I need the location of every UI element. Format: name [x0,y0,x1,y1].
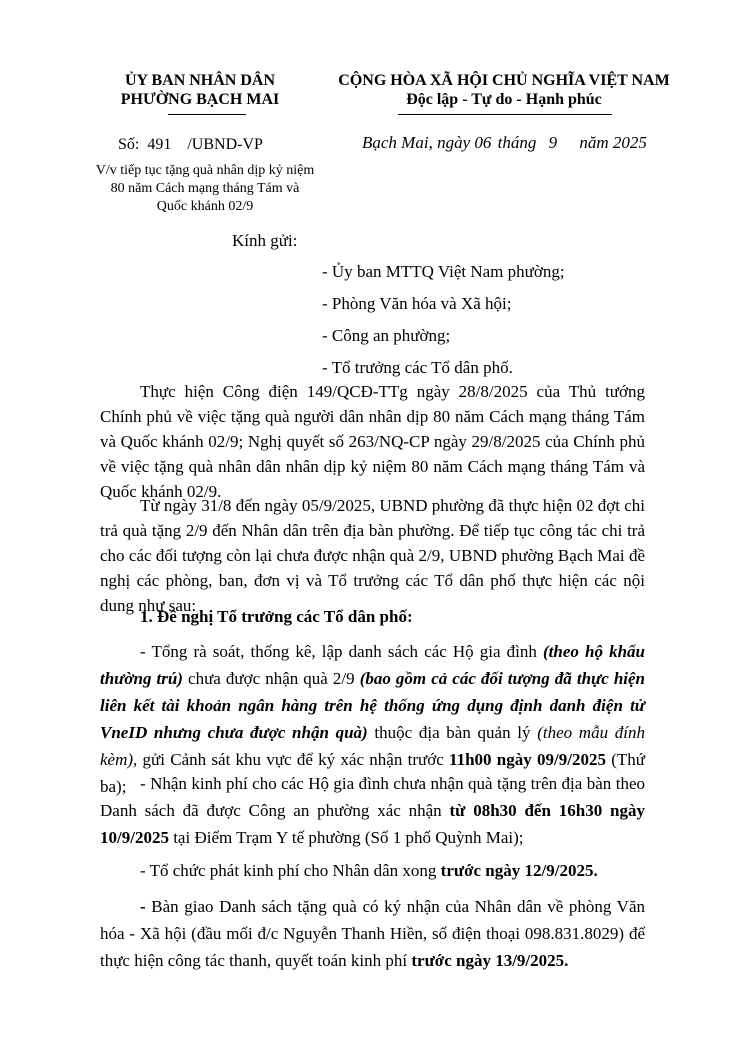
item2-text: - Nhận kinh phí cho các Hộ gia đình chưa nhận quà tặng trên địa bàn theo Danh sách đã được Công an phường xác nhận [100,774,645,820]
body-paragraph-2: Từ ngày 31/8 đến ngày 05/9/2025, UBND phường đã thực hiện 02 đợt chi trả quà tặng 2/9 đến Nhân dân trên địa bàn phường. Để tiếp tục công tác chi trả cho các đối tượng còn lại chưa được nhận quà 2/9, UBND phường Bạch Mai đề nghị các phòng, ban, đơn vị và Tổ trưởng các Tổ dân phố thực hiện các nội dung như sau: [100,496,645,615]
date-month-label: tháng [497,133,537,152]
item1-emphasis: (bao gồm cả các đối tượng đã thực hiện liên kết tài khoản ngân hàng trên hệ thống ứng dụng định danh điện tử VneID nhưng chưa được nhận quà) [100,669,645,742]
item1-text: chưa được nhận quà 2/9 [182,669,360,688]
section-1-item-4 [100,893,645,974]
recipients-list [322,256,565,384]
doc-number-suffix: /UBND-VP [187,136,263,153]
motto-underline [398,114,612,115]
date-month: 9 [548,133,558,152]
recipient-item: - Phòng Văn hóa và Xã hội; [322,294,512,313]
item1-text: thuộc địa bàn quản lý [367,723,538,742]
subject-line-3: Quốc khánh 02/9 [156,199,254,214]
nation-line-1: CỘNG HÒA XÃ HỘI CHỦ NGHĨA VIỆT NAM [338,72,670,89]
document-subject [60,162,350,216]
item1-text: - Tổng rà soát, thống kê, lập danh sách các Hộ gia đình [140,642,544,661]
subject-line-2: 80 năm Cách mạng tháng Tám và [110,181,300,196]
item3-deadline: trước ngày 12/9/2025. [440,861,598,880]
item1-deadline: 11h00 ngày 09/9/2025 [449,750,606,769]
recipient-item: - Công an phường; [322,326,451,345]
org-line-1: ỦY BAN NHÂN DÂN [124,72,276,89]
item1-text: gửi Cảnh sát khu vực để ký xác nhận trước [137,750,450,769]
document-number [118,135,263,154]
doc-number-value: 491 [147,136,172,153]
date-day: 06 [474,133,492,152]
item1-emphasis: (theo hộ khẩu thường trú) [100,642,645,688]
document-date [362,133,647,153]
item4-deadline: trước ngày 13/9/2025. [411,951,569,970]
doc-number-label: Số: [118,136,140,153]
issuing-authority [100,71,300,109]
item2-text: tại Điểm Trạm Y tế phường (Số 1 phố Quỳnh Mai); [168,828,524,847]
section-1-item-3 [100,857,645,884]
item1-italic: (theo mẫu đính kèm), [100,723,645,769]
nation-line-2: Độc lập - Tự do - Hạnh phúc [406,91,602,108]
recipients-label: Kính gửi: [232,231,298,250]
subject-line-1: V/v tiếp tục tặng quà nhân dịp kỷ niệm [95,163,315,178]
org-underline [168,114,246,115]
section-1-heading: 1. Đề nghị Tổ trưởng các Tổ dân phố: [140,607,413,626]
national-motto [318,71,690,109]
item3-text: - Tổ chức phát kinh phí cho Nhân dân xong [140,861,441,880]
item4-text: Bàn giao Danh sách tặng quà có ký nhận của Nhân dân về phòng Văn hóa - Xã hội (đầu mối đ/c Nguyễn Thanh Hiền, số điện thoại 098.831.8029) để thực hiện công tác thanh, quyết toán kinh phí [100,897,645,970]
recipient-item: - Ủy ban MTTQ Việt Nam phường; [322,262,565,281]
item1-text: (Thứ ba); [100,750,646,796]
date-year-label: năm [579,133,609,152]
org-line-2: PHƯỜNG BẠCH MAI [120,91,280,108]
date-year: 2025 [612,133,647,152]
section-1-item-2 [100,770,645,851]
body-paragraph-1: Thực hiện Công điện 149/QCĐ-TTg ngày 28/8/2025 của Thủ tướng Chính phủ về việc tặng quà người dân nhân dịp 80 năm Cách mạng tháng Tám và Quốc khánh 02/9; Nghị quyết số 263/NQ-CP ngày 29/8/2025 của Chính phủ về việc tặng quà nhân dân nhân dịp kỷ niệm 80 năm Cách mạng tháng Tám và Quốc khánh 02/9. [100,382,645,501]
recipient-item: - Tổ trưởng các Tổ dân phố. [322,358,513,377]
date-place: Bạch Mai, ngày [362,133,471,152]
item4-dash: - [140,897,152,916]
item2-deadline: từ 08h30 đến 16h30 ngày 10/9/2025 [100,801,645,847]
